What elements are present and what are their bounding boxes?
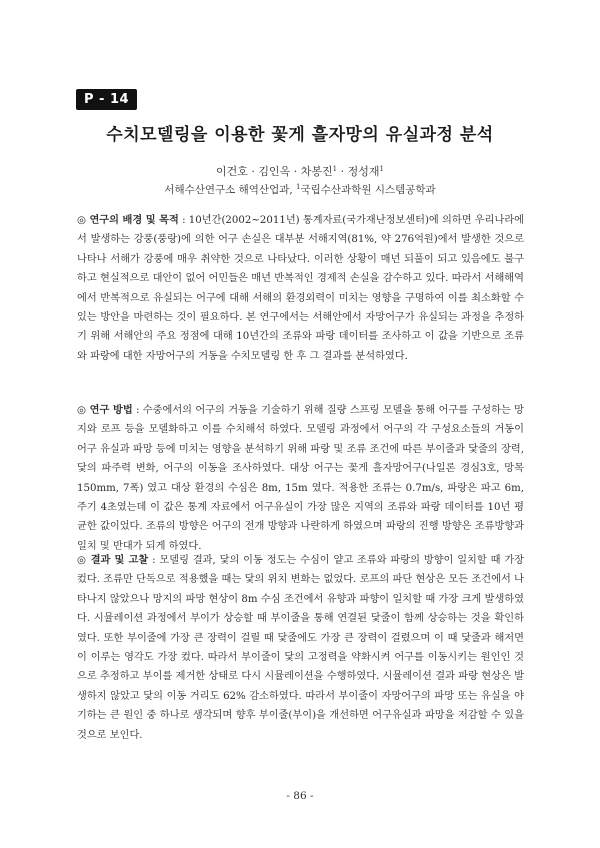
section-heading: ◎ 연구 방법 (77, 404, 133, 416)
affiliation-part-2: 국립수산과학원 시스템공학과 (300, 184, 436, 196)
paper-title: 수치모델링을 이용한 꽃게 흘자망의 유실과정 분석 (106, 125, 494, 145)
author-superscript-2: 1 (379, 165, 384, 173)
section-heading: ◎ 결과 및 고찰 (77, 554, 149, 566)
section-body: : 10년간(2002~2011년) 통계자료(국가재난정보센터)에 의하면 우리나라에서 발생하는 강풍(풍랑)에 의한 어구 손실은 대부분 서해지역(81%, 약 276억원)에서 발생한 것으로 나타나 서해가 강풍에 매우 취약한 것으로 나타났다. 이러한 상황이 매년 되풀이 되고 있음에도 불구하고 현실적으로 대안이 없어 어민들은 매년 반복적인 경제적 손실을 감수하고 있다. 따라서 서해해역에서 반복적으로 유실되는 어구에 대해 서해의 환경외력이 미치는 영향을 구명하여 이를 최소화할 수 있는 방안을 마련하는 것이 필요하다. 본 연구에서는 서해안에서 자망어구가 유실되는 과정을 추정하기 위해 서해안의 주요 정점에 대해 10년간의 조류와 파랑 데이터를 조사하고 이 값을 기반으로 조류와 파랑에 대한 자망어구의 거동을 수치모델링 한 후 그 결과를 분석하였다. (77, 215, 524, 362)
poster-number-badge: P - 14 (76, 89, 137, 110)
authors-part-2: · 정성재 (337, 165, 380, 178)
section-heading: ◎ 연구의 배경 및 목적 (77, 214, 179, 226)
section-results (77, 551, 524, 745)
section-body: : 수중에서의 어구의 거동을 기술하기 위해 질량 스프링 모델을 통해 어구를 구성하는 망지와 로프 등을 모델화하고 이를 수치해석 하였다. 모델링 과정에서 어구의 각 구성요소들의 거동이 어구 유실과 파망 등에 미치는 영향을 분석하기 위해 파랑 및 조류 조건에 따른 부이줄과 닻줄의 장력, 닻의 파주력 변화, 어구의 이동을 조사하였다. 대상 어구는 꽃게 흘자망어구(나일론 경심3호, 망목 150mm, 7폭) 였고 대상 환경의 수심은 8m, 15m 였다. 적용한 조류는 0.7m/s, 파랑은 파고 6m, 주기 4초였는데 이 값은 통계 자료에서 어구유실이 가장 많은 지역의 조류와 파랑 데이터를 10년 평균한 값이었다. 조류의 방향은 어구의 전개 방향과 나란하게 하였으며 파랑의 진행 방향은 조류방향과 일치 및 반대가 되게 하였다. (77, 405, 524, 552)
page-number: - 86 - (286, 790, 314, 802)
authors-part-1: 이건호 · 김인옥 · 차봉진 (216, 165, 333, 178)
affiliation-part-1: 서해수산연구소 해역산업과, (164, 184, 297, 196)
author-list (0, 163, 600, 179)
section-body: : 모델링 결과, 닻의 이동 정도는 수심이 얕고 조류와 파랑의 방향이 일치할 때 가장 컸다. 조류만 단독으로 적용했을 때는 닻의 위치 변화는 없었다. 로프의 파단 현상은 모든 조건에서 나타나지 않았으나 망지의 파망 현상이 8m 수심 조건에서 유향과 파향이 일치할 때 가장 크게 발생하였다. 시뮬레이션 과정에서 부이가 상승할 때 부이줄을 통해 연결된 닻줄이 함께 상승하는 것을 확인하였다. 또한 부이줄에 가장 큰 장력이 걸릴 때 닻줄에도 가장 큰 장력이 걸렸으며 이 때 닻줄과 해저면이 이루는 영각도 가장 컸다. 따라서 부이줄이 닻의 고정력을 약화시켜 어구를 이동시키는 원인인 것으로 추정하고 부이를 제거한 상태로 다시 시뮬레이션을 수행하였다. 시뮬레이션 결과 파랑 현상은 발생하지 않았고 닻의 이동 거리도 62% 감소하였다. 따라서 부이줄이 자망어구의 파망 또는 유실을 야기하는 큰 원인 중 하나로 생각되며 향후 부이줄(부이)을 개선하면 어구유실과 파망을 저감할 수 있을 것으로 보인다. (77, 555, 524, 741)
affiliation-superscript: 1 (296, 183, 301, 191)
section-methods (77, 401, 524, 556)
affiliation (0, 182, 600, 197)
author-superscript-1: 1 (332, 165, 338, 173)
section-background (77, 211, 524, 366)
